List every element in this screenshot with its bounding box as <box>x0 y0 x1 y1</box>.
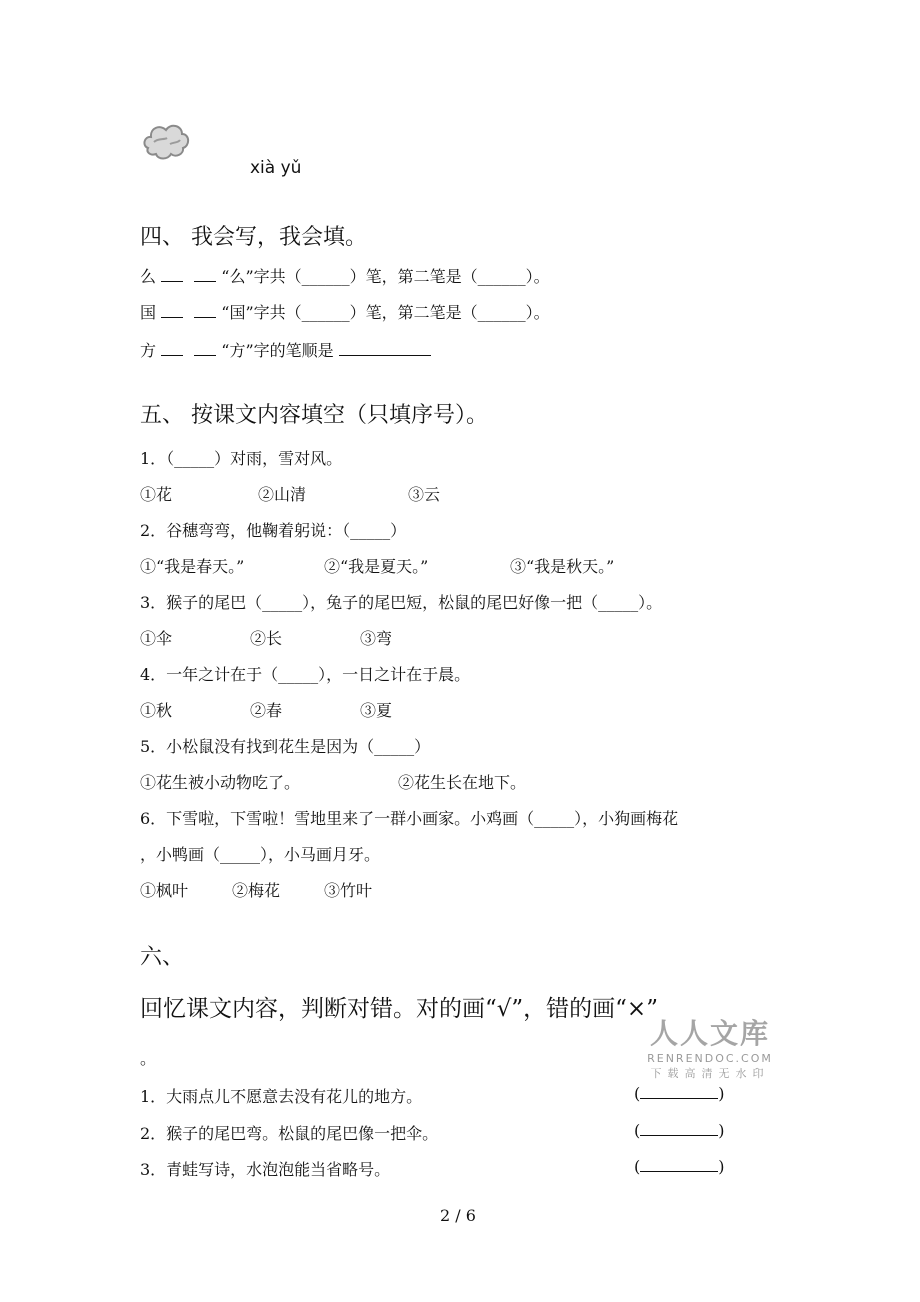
rain-cloud-icon <box>140 118 192 170</box>
q3-text: 3．猴子的尾巴（_____），兔子的尾巴短，松鼠的尾巴好像一把（_____）。 <box>140 593 663 612</box>
q1-option-3[interactable]: ③云 <box>408 485 441 504</box>
q2-option-1[interactable]: ①“我是春天。” <box>140 557 245 576</box>
write-blank[interactable] <box>161 341 183 356</box>
q6-text-line2: ，小鸭画（_____），小马画月牙。 <box>140 845 381 864</box>
s4-row-1 <box>140 264 550 287</box>
judge-answer-1[interactable]: ( ) <box>634 1084 725 1103</box>
q5-text: 5．小松鼠没有找到花生是因为（_____） <box>140 737 431 756</box>
section6-heading-end: 。 <box>140 1049 157 1068</box>
q6-text-line1: 6．下雪啦，下雪啦！雪地里来了一群小画家。小鸡画（_____），小狗画梅花 <box>140 809 679 828</box>
section5-heading: 五、 按课文内容填空（只填序号）。 <box>140 403 488 428</box>
judge-item-2: 2．猴子的尾巴弯。松鼠的尾巴像一把伞。 <box>140 1124 439 1143</box>
q1-option-2[interactable]: ②山清 <box>258 485 307 504</box>
q3-option-3[interactable]: ③弯 <box>360 629 393 648</box>
write-blank[interactable] <box>194 267 216 282</box>
s4-row-2-text: “国”字共（______）笔，第二笔是（______）。 <box>221 303 550 322</box>
s4-row-3-text: “方”字的笔顺是 <box>221 341 334 360</box>
page-number: 2 / 6 <box>440 1206 476 1225</box>
section6-number: 六、 <box>140 945 185 970</box>
write-blank[interactable] <box>161 303 183 318</box>
write-blank[interactable] <box>194 303 216 318</box>
q6-option-2[interactable]: ②梅花 <box>232 881 281 900</box>
judge-answer-3[interactable]: ( ) <box>634 1157 725 1176</box>
s4-row-1-text: “么”字共（______）笔，第二笔是（______）。 <box>221 267 550 286</box>
s4-row-3 <box>140 338 431 361</box>
s4-row-2-char: 国 <box>140 303 157 322</box>
stroke-order-blank[interactable] <box>339 341 431 356</box>
watermark <box>640 1012 780 1081</box>
watermark-domain: RENRENDOC.COM <box>647 1052 773 1065</box>
section6-heading: 回忆课文内容，判断对错。对的画“√”，错的画“×” <box>140 996 658 1022</box>
pinyin-label: xià yǔ <box>250 158 302 178</box>
q2-text: 2．谷穗弯弯，他鞠着躬说：（_____） <box>140 521 407 540</box>
q5-option-1[interactable]: ①花生被小动物吃了。 <box>140 773 301 792</box>
section4-heading: 四、 我会写，我会填。 <box>140 225 367 250</box>
write-blank[interactable] <box>161 267 183 282</box>
q3-option-1[interactable]: ①伞 <box>140 629 173 648</box>
q4-option-2[interactable]: ②春 <box>250 701 283 720</box>
q2-option-3[interactable]: ③“我是秋天。” <box>510 557 615 576</box>
q1-option-1[interactable]: ①花 <box>140 485 173 504</box>
s4-row-1-char: 么 <box>140 267 157 286</box>
q6-option-1[interactable]: ①枫叶 <box>140 881 189 900</box>
q3-option-2[interactable]: ②长 <box>250 629 283 648</box>
s4-row-3-char: 方 <box>140 341 157 360</box>
q5-option-2[interactable]: ②花生长在地下。 <box>398 773 527 792</box>
q4-text: 4．一年之计在于（_____），一日之计在于晨。 <box>140 665 471 684</box>
judge-answer-2[interactable]: ( ) <box>634 1121 725 1140</box>
s4-row-2 <box>140 300 550 323</box>
q2-option-2[interactable]: ②“我是夏天。” <box>324 557 429 576</box>
judge-item-3: 3．青蛙写诗，水泡泡能当省略号。 <box>140 1160 391 1179</box>
q1-text: 1．（_____）对雨，雪对风。 <box>140 449 343 468</box>
watermark-slogan: 下载高清无水印 <box>650 1067 770 1080</box>
judge-item-1: 1．大雨点儿不愿意去没有花儿的地方。 <box>140 1087 423 1106</box>
q4-option-1[interactable]: ①秋 <box>140 701 173 720</box>
q4-option-3[interactable]: ③夏 <box>360 701 393 720</box>
write-blank[interactable] <box>194 341 216 356</box>
watermark-title: 人人文库 <box>649 1017 770 1050</box>
q6-option-3[interactable]: ③竹叶 <box>324 881 373 900</box>
